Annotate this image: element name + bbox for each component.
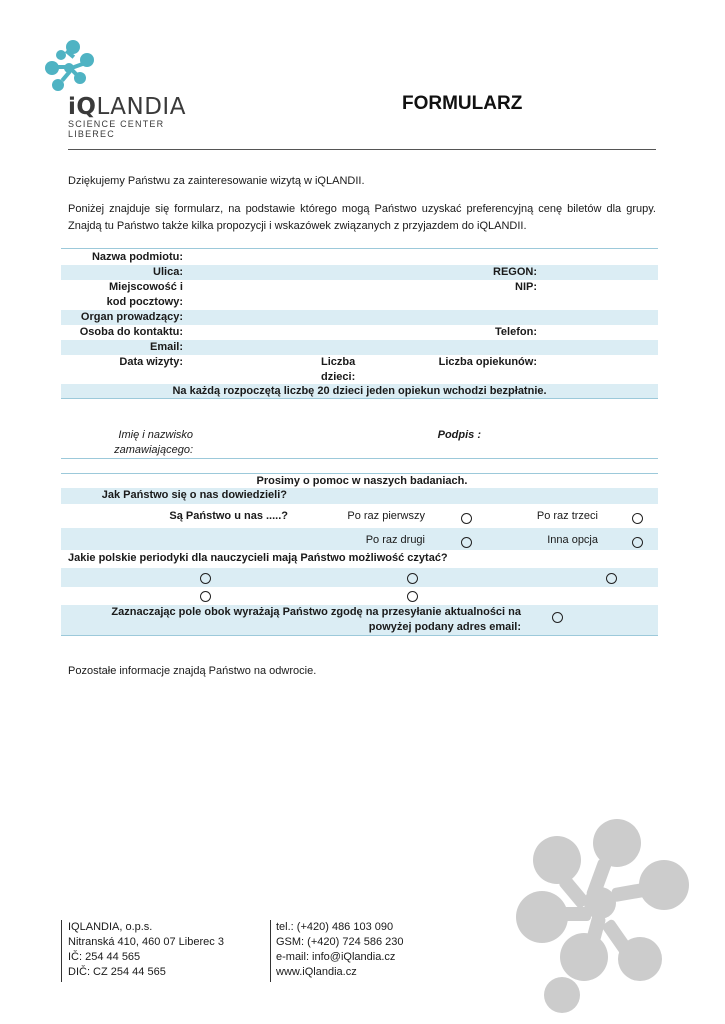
input-nip[interactable] bbox=[541, 280, 656, 295]
survey-q1: Jak Państwo się o nas dowiedzieli? bbox=[101, 489, 287, 501]
periodicals-row-2 bbox=[61, 587, 658, 605]
survey-q3-row bbox=[61, 551, 658, 567]
footer-company-block bbox=[68, 920, 224, 980]
footer-contact-block bbox=[276, 920, 404, 980]
consent-radio[interactable] bbox=[552, 612, 563, 623]
intro-paragraph-2: Poniżej znajduje się formularz, na podstawie którego mogą Państwo uzyskać preferencyjną cenę biletów dla grupy. Znajdą tu Państwo także kilka propozycji i wskazówek związanych z przyjazdem do iQLANDII. bbox=[68, 203, 656, 232]
input-regon[interactable] bbox=[541, 265, 656, 280]
row-nazwa bbox=[61, 248, 658, 265]
periodical-radio-2[interactable] bbox=[407, 573, 418, 584]
label-nazwa: Nazwa podmiotu: bbox=[91, 251, 183, 263]
label-telefon: Telefon: bbox=[495, 326, 537, 338]
input-liczba-dzieci[interactable] bbox=[373, 355, 433, 370]
page-title: FORMULARZ bbox=[402, 93, 523, 114]
footer-email[interactable]: e-mail: info@iQlandia.cz bbox=[276, 951, 396, 963]
footer-company: IQLANDIA, o.p.s. bbox=[68, 921, 153, 933]
other-info-note: Pozostałe informacje znajdą Państwo na odwrocie. bbox=[68, 665, 317, 677]
label-ulica: Ulica: bbox=[153, 266, 183, 278]
periodicals-row-1 bbox=[61, 568, 658, 587]
survey-q2-row-2 bbox=[61, 528, 658, 550]
footer-web[interactable]: www.iQlandia.cz bbox=[276, 966, 357, 978]
option-trzeci-label: Po raz trzeci bbox=[536, 510, 598, 522]
header-divider bbox=[68, 149, 656, 150]
footer-dic: DIČ: CZ 254 44 565 bbox=[68, 966, 166, 978]
consent-text: Zaznaczając pole obok wyrażają Państwo zgodę na przesyłanie aktualności na powyżej podany adres email: bbox=[111, 606, 521, 633]
label-osoba: Osoba do kontaktu: bbox=[79, 326, 183, 338]
option-pierwszy-label: Po raz pierwszy bbox=[347, 510, 425, 522]
logo-wordmark: iQLANDIA bbox=[68, 94, 186, 120]
molecule-watermark-icon bbox=[512, 815, 692, 1015]
row-ulica bbox=[61, 265, 658, 280]
footer-ic: IČ: 254 44 565 bbox=[68, 951, 141, 963]
label-name-signature: Imię i nazwisko zamawiającego: bbox=[114, 429, 193, 456]
survey-q3: Jakie polskie periodyki dla nauczycieli mają Państwo możliwość czytać? bbox=[68, 552, 448, 564]
periodical-radio-1[interactable] bbox=[200, 573, 211, 584]
periodical-radio-5[interactable] bbox=[407, 591, 418, 602]
input-q1[interactable] bbox=[293, 488, 653, 503]
logo-subtitle: SCIENCE CENTER LIBEREC bbox=[68, 119, 165, 139]
row-note bbox=[61, 384, 658, 399]
input-organ[interactable] bbox=[187, 310, 657, 325]
row-miejscowosc bbox=[61, 280, 658, 310]
survey-q2-row-1 bbox=[61, 505, 658, 527]
option-trzeci-radio[interactable] bbox=[632, 513, 643, 524]
input-name-signature[interactable] bbox=[197, 428, 427, 456]
input-podpis[interactable] bbox=[485, 428, 655, 456]
intro-paragraph-1: Dziękujemy Państwu za zainteresowanie wizytą w iQLANDII. bbox=[68, 175, 365, 187]
footer-address: Nitranská 410, 460 07 Liberec 3 bbox=[68, 936, 224, 948]
input-email[interactable] bbox=[187, 340, 657, 355]
label-liczba-opiekunow: Liczba opiekunów: bbox=[438, 356, 537, 368]
label-nip: NIP: bbox=[515, 281, 537, 293]
survey-q2: Są Państwo u nas .....? bbox=[169, 510, 288, 522]
label-email: Email: bbox=[149, 341, 183, 353]
molecule-logo-icon bbox=[40, 38, 100, 98]
footer-tel: tel.: (+420) 486 103 090 bbox=[276, 921, 394, 933]
option-pierwszy-radio[interactable] bbox=[461, 513, 472, 524]
option-inna-radio[interactable] bbox=[632, 537, 643, 548]
footer-divider-right bbox=[270, 920, 271, 982]
label-regon: REGON: bbox=[493, 266, 537, 278]
footer-gsm: GSM: (+420) 724 586 230 bbox=[276, 936, 404, 948]
survey-q1-row bbox=[61, 488, 658, 504]
input-telefon[interactable] bbox=[541, 325, 656, 340]
periodical-radio-4[interactable] bbox=[200, 591, 211, 602]
signature-row bbox=[61, 428, 658, 459]
periodical-radio-3[interactable] bbox=[606, 573, 617, 584]
label-miejscowosc: Miejscowość i kod pocztowy: bbox=[106, 281, 183, 308]
free-guardian-note: Na każdą rozpoczętą liczbę 20 dzieci jeden opiekun wchodzi bezpłatnie. bbox=[172, 385, 547, 397]
input-data-wizyty[interactable] bbox=[187, 355, 307, 370]
option-drugi-label: Po raz drugi bbox=[365, 534, 425, 546]
label-organ: Organ prowadzący: bbox=[80, 311, 183, 323]
logo bbox=[40, 38, 210, 139]
row-wizyta bbox=[61, 355, 658, 384]
row-email bbox=[61, 340, 658, 355]
label-podpis: Podpis : bbox=[437, 429, 481, 441]
footer-divider-left bbox=[61, 920, 62, 982]
survey-heading: Prosimy o pomoc w naszych badaniach. bbox=[256, 475, 468, 487]
consent-row bbox=[61, 605, 658, 636]
input-liczba-opiekunow[interactable] bbox=[541, 355, 656, 370]
row-organ bbox=[61, 310, 658, 325]
label-data-wizyty: Data wizyty: bbox=[119, 356, 183, 368]
option-inna-label: Inna opcja bbox=[547, 534, 598, 546]
row-osoba bbox=[61, 325, 658, 340]
option-drugi-radio[interactable] bbox=[461, 537, 472, 548]
survey-heading-row bbox=[61, 473, 658, 488]
label-liczba-dzieci: Liczba dzieci: bbox=[321, 356, 356, 383]
input-nazwa[interactable] bbox=[187, 250, 657, 265]
